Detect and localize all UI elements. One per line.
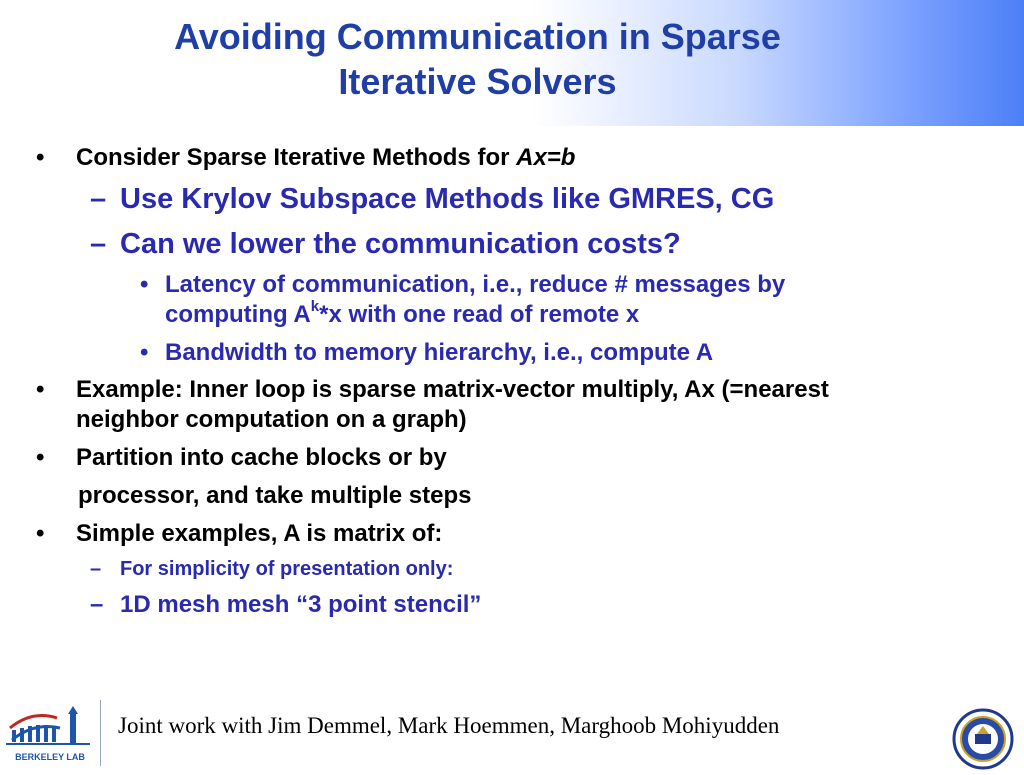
footer-credits: Joint work with Jim Demmel, Mark Hoemmen, Marghoob Mohiyudden [118,713,780,738]
bullet-marker: • [140,271,149,298]
bullet-4-text: Simple examples, A is matrix of: [76,520,443,547]
slide-title [0,14,955,104]
bullet-2-line-1: Example: Inner loop is sparse matrix-vector multiply, Ax (=nearest [76,376,829,403]
bullet-1-1-text: Use Krylov Subspace Methods like GMRES, CG [120,183,775,215]
bullet-1-prefix: Consider Sparse Iterative Methods for [76,144,517,171]
bullet-marker: • [36,444,45,471]
bullet-2-line-2: neighbor computation on a graph) [76,406,467,433]
bullet-3-line-2: processor, and take multiple steps [78,482,472,509]
bullet-1-2-1-line-2 [165,300,639,330]
text-fragment: computing A [165,301,311,328]
superscript-k: k [310,298,320,315]
bullet-1-2-2-text: Bandwidth to memory hierarchy, i.e., compute A [165,339,714,366]
dash-marker: – [90,591,104,618]
bullet-3-line-1: Partition into cache blocks or by [76,444,447,471]
bullet-1-2-1-line-1: Latency of communication, i.e., reduce # messages by [165,271,786,298]
bullet-1-text [76,143,575,173]
footer-divider [100,700,101,766]
bullet-4-1-text: For simplicity of presentation only: [120,558,454,580]
bullet-marker: • [140,339,149,366]
berkeley-lab-logo [2,700,98,766]
bullet-marker: • [36,520,45,547]
bullet-marker: • [36,376,45,403]
bullet-1-2-text: Can we lower the communication costs? [120,228,681,260]
dash-marker: – [90,558,102,580]
title-line-2: Iterative Solvers [338,61,617,102]
uc-berkeley-seal [952,708,1014,770]
berkeley-lab-wordmark: BERKELEY LAB [15,752,85,762]
dash-marker: – [90,183,107,215]
bullet-marker: • [36,144,45,171]
bullet-4-2-text: 1D mesh mesh “3 point stencil” [120,591,482,618]
text-fragment: *x with one read of remote x [319,301,640,328]
dash-marker: – [90,228,107,260]
bullet-1-equation: Ax=b [516,144,576,171]
title-line-1: Avoiding Communication in Sparse [174,16,781,57]
